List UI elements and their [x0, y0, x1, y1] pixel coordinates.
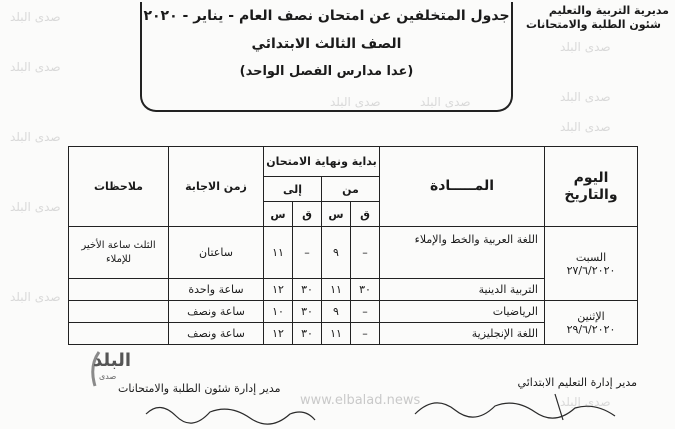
watermark: صدى البلد — [420, 95, 471, 109]
watermark: صدى البلد — [560, 40, 611, 54]
header-from-q: ق — [351, 202, 380, 227]
from-s-cell: ٩ — [322, 227, 351, 279]
to-q-cell: ٣٠ — [293, 301, 322, 323]
day-cell — [545, 227, 638, 301]
header-to-q: ق — [293, 202, 322, 227]
document-title: جدول المتخلفين عن امتحان نصف العام - يناير - ٢٠٢٠ — [143, 8, 510, 24]
directorate-line2: شئون الطلبة والامتحانات — [526, 18, 661, 31]
from-s-cell: ٩ — [322, 301, 351, 323]
watermark-site: www.elbalad.news — [300, 393, 421, 408]
day-name: السبت — [575, 250, 607, 264]
day-date: ٢٧/٦/٢٠٢٠ — [566, 263, 616, 277]
exclusion-note: (عدا مدارس الفصل الواحد) — [239, 64, 414, 79]
subject-cell: اللغة الإنجليزية — [380, 323, 545, 345]
from-q-cell: – — [351, 227, 380, 279]
from-q-cell: – — [351, 301, 380, 323]
header-day: اليوم والتاريخ — [545, 147, 638, 227]
logo-sub: صدى — [99, 372, 117, 381]
subject-cell: التربية الدينية — [380, 279, 545, 301]
grade-title: الصف الثالث الابتدائي — [251, 36, 402, 52]
notes-cell — [69, 279, 169, 301]
to-q-cell: ٣٠ — [293, 323, 322, 345]
header-exam-time: بداية ونهاية الامتحان — [264, 147, 380, 177]
to-q-cell: ٣٠ — [293, 279, 322, 301]
from-q-cell: ٣٠ — [351, 279, 380, 301]
duration-cell: ساعتان — [169, 227, 264, 279]
header-notes: ملاحظات — [69, 147, 169, 227]
to-s-cell: ١٢ — [264, 279, 293, 301]
day-date: ٢٩/٦/٢٠٢٠ — [566, 322, 616, 336]
from-s-cell: ١١ — [322, 279, 351, 301]
table-row — [69, 301, 638, 323]
header-duration: زمن الاجابة — [169, 147, 264, 227]
header-to: إلى — [264, 177, 322, 202]
header-to-s: س — [264, 202, 293, 227]
from-s-cell: ١١ — [322, 323, 351, 345]
directorate-header — [519, 4, 669, 32]
watermark: صدى البلد — [330, 95, 381, 109]
title-box — [140, 2, 513, 112]
subject-cell: اللغة العربية والخط والإملاء — [380, 227, 545, 279]
signature-left — [140, 394, 320, 428]
watermark: صدى البلد — [560, 90, 611, 104]
duration-cell: ساعة واحدة — [169, 279, 264, 301]
watermark: صدى البلد — [10, 200, 61, 214]
header-subject: المـــــادة — [380, 147, 545, 227]
notes-cell — [69, 301, 169, 323]
day-cell — [545, 301, 638, 345]
header-from-s: س — [322, 202, 351, 227]
watermark: صدى البلد — [10, 290, 61, 304]
directorate-line1: مديرية التربية والتعليم — [548, 4, 669, 17]
signature-right — [405, 384, 625, 424]
exam-schedule-table — [68, 146, 638, 345]
table-row — [69, 227, 638, 279]
notes-cell — [69, 323, 169, 345]
watermark: صدى البلد — [10, 130, 61, 144]
from-q-cell: – — [351, 323, 380, 345]
to-s-cell: ١٢ — [264, 323, 293, 345]
subject-cell: الرياضيات — [380, 301, 545, 323]
to-s-cell: ١٠ — [264, 301, 293, 323]
watermark: صدى البلد — [560, 120, 611, 134]
watermark: صدى البلد — [10, 60, 61, 74]
day-name: الإثنين — [577, 309, 605, 323]
to-q-cell: – — [293, 227, 322, 279]
duration-cell: ساعة ونصف — [169, 301, 264, 323]
signature-left-label: مدير إدارة شئون الطلبة والامتحانات — [118, 382, 281, 395]
signature-right-label: مدير إدارة التعليم الابتدائي — [517, 376, 637, 389]
to-s-cell: ١١ — [264, 227, 293, 279]
notes-cell: الثلث ساعة الأخير للإملاء — [69, 227, 169, 279]
watermark: صدى البلد — [10, 10, 61, 24]
header-from: من — [322, 177, 380, 202]
watermark: صدى البلد — [560, 395, 611, 409]
duration-cell: ساعة ونصف — [169, 323, 264, 345]
logo-text: البلد — [93, 350, 132, 371]
